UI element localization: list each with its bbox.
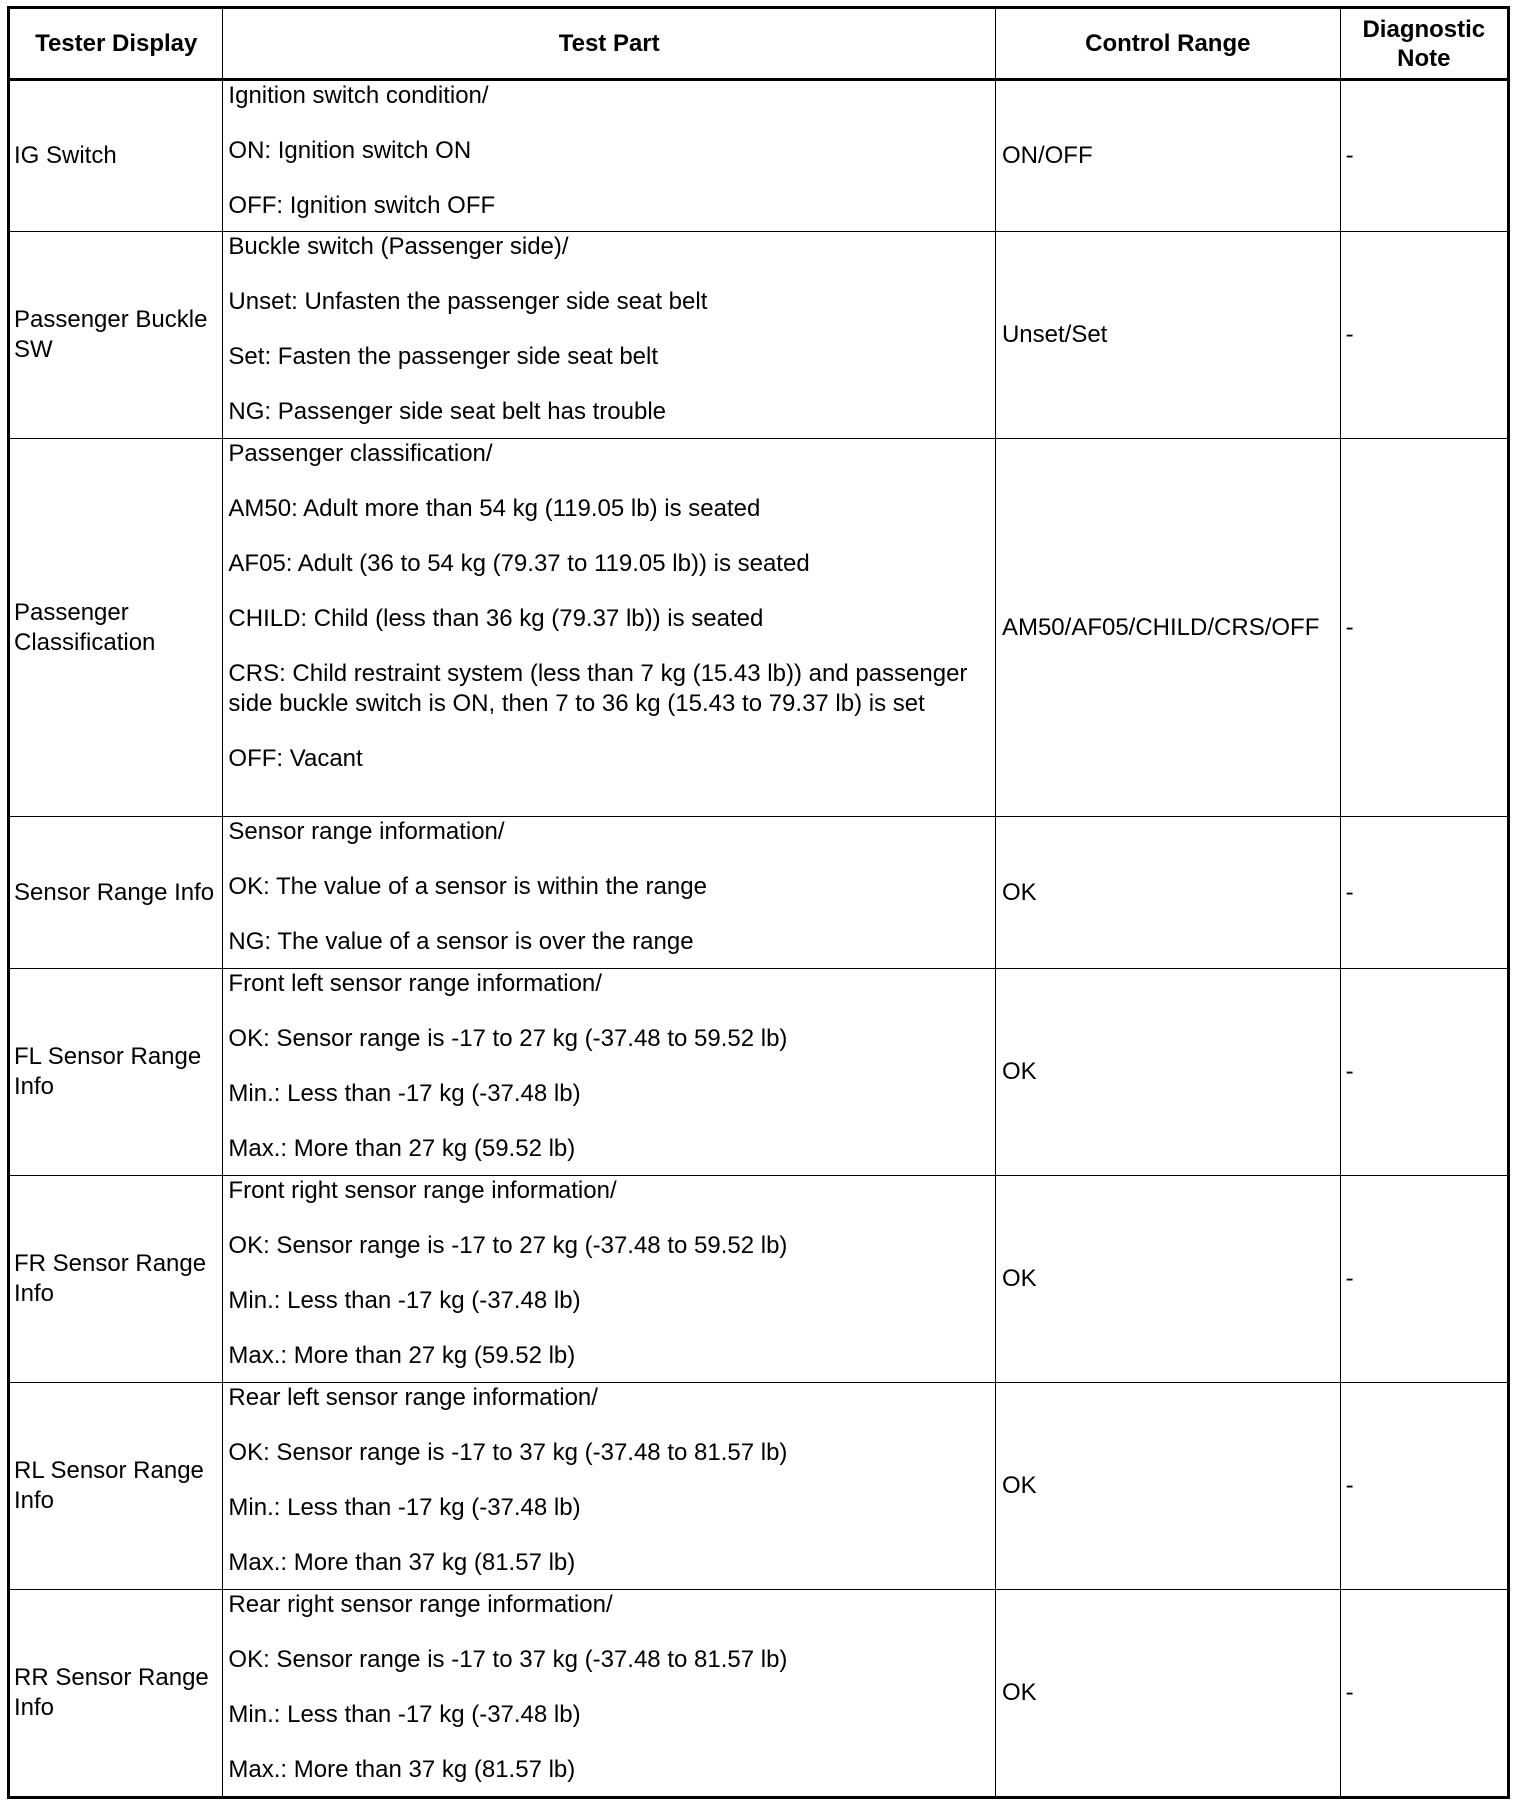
diagnostic-note-cell: - (1340, 1383, 1508, 1590)
tester-display-cell: RL Sensor Range Info (9, 1383, 223, 1590)
test-part-cell (223, 817, 996, 969)
test-part-line: OK: Sensor range is -17 to 27 kg (-37.48 to 59.52 lb) (228, 1025, 788, 1052)
control-range-cell: Unset/Set (995, 232, 1340, 439)
test-part-line: Min.: Less than -17 kg (-37.48 lb) (228, 1287, 581, 1314)
test-part-cell (223, 439, 996, 817)
table-row (9, 232, 1509, 439)
tester-display-cell: RR Sensor Range Info (9, 1590, 223, 1798)
test-part-line: Buckle switch (Passenger side)/ (228, 233, 569, 260)
test-part-line: Min.: Less than -17 kg (-37.48 lb) (228, 1701, 581, 1728)
test-part-line: Max.: More than 27 kg (59.52 lb) (228, 1342, 576, 1369)
table-row (9, 969, 1509, 1176)
control-range-cell: AM50/AF05/CHILD/CRS/OFF (995, 439, 1340, 817)
table-row (9, 1176, 1509, 1383)
tester-display-cell: Passenger Buckle SW (9, 232, 223, 439)
diagnostic-note-cell: - (1340, 232, 1508, 439)
diagnostic-note-cell: - (1340, 1590, 1508, 1798)
test-part-cell (223, 1590, 996, 1798)
header-row (9, 8, 1509, 80)
header-tester-display: Tester Display (9, 8, 223, 80)
test-part-cell (223, 1176, 996, 1383)
table-row (9, 1590, 1509, 1798)
control-range-cell: OK (995, 1590, 1340, 1798)
test-part-cell (223, 232, 996, 439)
control-range-cell: OK (995, 817, 1340, 969)
tester-display-cell: Sensor Range Info (9, 817, 223, 969)
control-range-cell: OK (995, 969, 1340, 1176)
test-part-line: OFF: Vacant (228, 745, 363, 772)
test-part-line: Min.: Less than -17 kg (-37.48 lb) (228, 1080, 581, 1107)
test-part-line: CHILD: Child (less than 36 kg (79.37 lb)) is seated (228, 605, 764, 632)
test-part-line: Front right sensor range information/ (228, 1177, 617, 1204)
test-part-line: Rear left sensor range information/ (228, 1384, 598, 1411)
tester-display-cell: Passenger Classification (9, 439, 223, 817)
test-part-line: Passenger classification/ (228, 440, 493, 467)
test-part-line: NG: The value of a sensor is over the range (228, 928, 694, 955)
data-monitor-table (7, 6, 1510, 1799)
test-part-line: Front left sensor range information/ (228, 970, 602, 997)
control-range-cell: ON/OFF (995, 80, 1340, 232)
diagnostic-note-cell: - (1340, 80, 1508, 232)
table-body (9, 80, 1509, 1798)
test-part-line: Min.: Less than -17 kg (-37.48 lb) (228, 1494, 581, 1521)
test-part-line: Rear right sensor range information/ (228, 1591, 613, 1618)
test-part-line: Set: Fasten the passenger side seat belt (228, 343, 659, 370)
test-part-line: OFF: Ignition switch OFF (228, 192, 496, 219)
tester-display-cell: IG Switch (9, 80, 223, 232)
test-part-line: OK: Sensor range is -17 to 27 kg (-37.48 to 59.52 lb) (228, 1232, 788, 1259)
control-range-cell: OK (995, 1383, 1340, 1590)
test-part-line: ON: Ignition switch ON (228, 137, 472, 164)
table-row (9, 80, 1509, 232)
tester-display-cell: FL Sensor Range Info (9, 969, 223, 1176)
test-part-line: AM50: Adult more than 54 kg (119.05 lb) is seated (228, 495, 761, 522)
diagnostic-note-cell: - (1340, 439, 1508, 817)
test-part-line: Unset: Unfasten the passenger side seat belt (228, 288, 708, 315)
table-row (9, 439, 1509, 817)
test-part-cell (223, 1383, 996, 1590)
test-part-cell (223, 969, 996, 1176)
test-part-line: AF05: Adult (36 to 54 kg (79.37 to 119.05 lb)) is seated (228, 550, 810, 577)
test-part-line: Max.: More than 37 kg (81.57 lb) (228, 1549, 576, 1576)
test-part-line: NG: Passenger side seat belt has trouble (228, 398, 666, 425)
diagnostic-note-cell: - (1340, 969, 1508, 1176)
tester-display-cell: FR Sensor Range Info (9, 1176, 223, 1383)
header-control-range: Control Range (995, 8, 1340, 80)
test-part-line: Max.: More than 37 kg (81.57 lb) (228, 1756, 576, 1783)
test-part-cell (223, 80, 996, 232)
diagnostic-note-cell: - (1340, 817, 1508, 969)
control-range-cell: OK (995, 1176, 1340, 1383)
test-part-line: CRS: Child restraint system (less than 7 kg (15.43 lb)) and passenger side buckle switch is ON, then 7 to 36 kg (15.43 to 79.37 lb) is set (228, 660, 968, 717)
table-row (9, 1383, 1509, 1590)
test-part-line: OK: Sensor range is -17 to 37 kg (-37.48 to 81.57 lb) (228, 1646, 788, 1673)
header-diagnostic-note: Diagnostic Note (1340, 8, 1508, 80)
test-part-line: OK: Sensor range is -17 to 37 kg (-37.48 to 81.57 lb) (228, 1439, 788, 1466)
table-row (9, 817, 1509, 969)
diagnostic-note-cell: - (1340, 1176, 1508, 1383)
test-part-line: OK: The value of a sensor is within the range (228, 873, 707, 900)
header-test-part: Test Part (223, 8, 996, 80)
test-part-line: Ignition switch condition/ (228, 82, 489, 109)
test-part-line: Sensor range information/ (228, 818, 505, 845)
test-part-line: Max.: More than 27 kg (59.52 lb) (228, 1135, 576, 1162)
